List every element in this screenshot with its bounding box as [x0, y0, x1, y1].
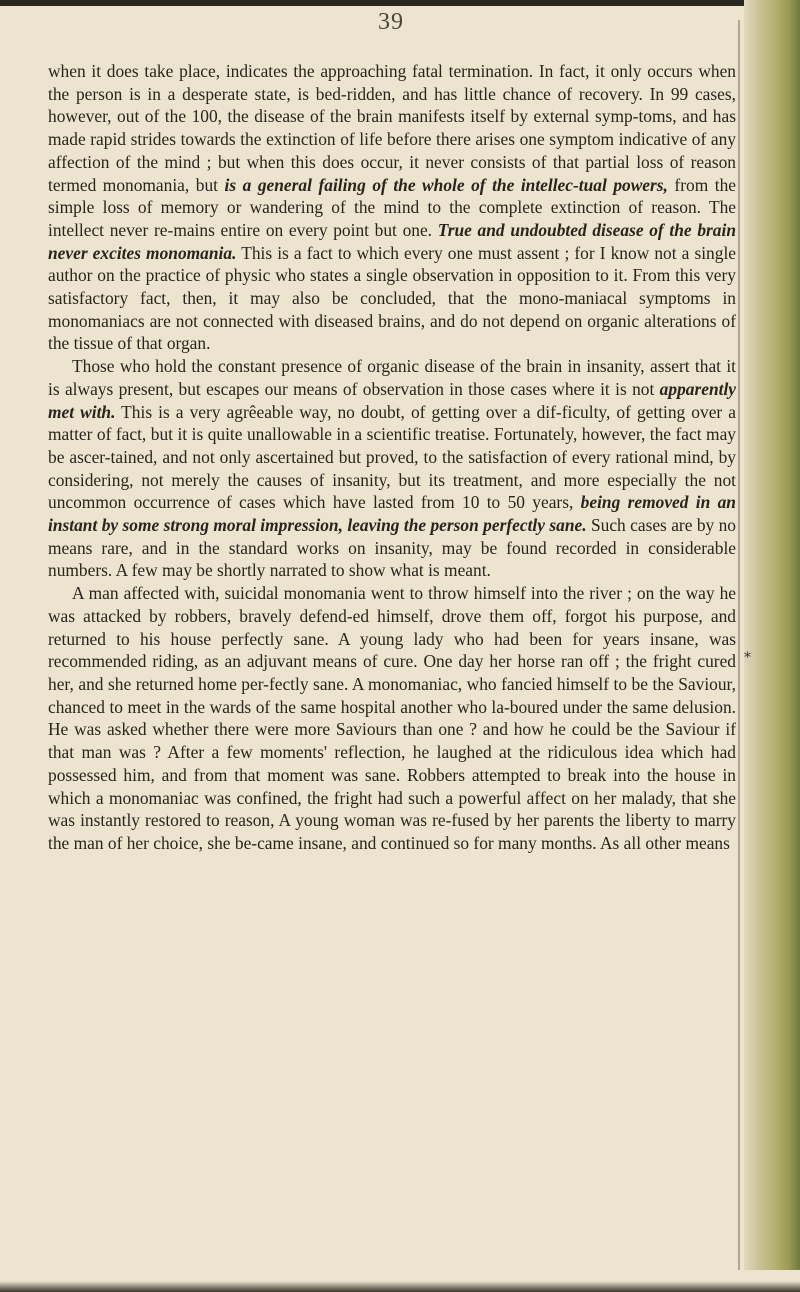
text-run: when it does take place, indicates the approaching fatal termination. In fact, it only occurs when the person is in a desperate state, is bed-ridden, and has little chance of recovery. In 99 cases, however, out of the 100, the disease of the brain manifests itself by external symp-toms, and has made rapid strides towards the extinction of life before there arises one symptom indicative of any affection of the mind ; but when this does occur, it never consists of that partial loss of reason termed monomania, but: [48, 61, 736, 195]
emphasized-text: True and undoubted disease of the brain never excites monomania.: [48, 219, 736, 263]
paragraph: [48, 355, 736, 582]
page-number: 39: [378, 9, 404, 35]
bottom-edge-shadow: [0, 1270, 800, 1292]
top-edge-rule: [0, 0, 800, 6]
text-run: A man affected with, suicidal monomania went to throw himself into the river ; on the way he was attacked by robbers, bravely defend-ed himself, drove them off, forgot his purpose, and returned to his house perfectly sane. A young lady who had been for years insane, was recommended riding, as an adjuvant means of cure. One day her horse ran off ; the fright cured her, and she returned home per-fectly sane. A monomaniac, who fancied himself to be the Saviour, chanced to meet in the wards of the same hospital another who la-boured under the same delusion. He was asked whether there were more Saviours than one ? and how he could be the Saviour if that man was ? After a few moments' reflection, he laughed at the ridiculous idea which had possessed him, and from that moment was sane. Robbers attempted to break into the house in which a monomaniac was confined, the fright had such a powerful affect on her malady, that she was instantly restored to reason, A young woman was re-fused by her parents the liberty to marry the man of her choice, she be-came insane, and continued so for many months. As all other means: [48, 583, 736, 853]
paragraph: [48, 60, 736, 355]
body-text: [48, 60, 736, 855]
emphasized-text: apparently met with.: [48, 378, 736, 422]
text-run: Those who hold the constant presence of organic disease of the brain in insanity, assert that it is always present, but escapes our means of observation in those cases where it is not: [48, 356, 736, 399]
text-run: Such cases are by no means rare, and in the standard works on insanity, may be found recorded in considerable numbers. A few may be shortly narrated to show what is meant.: [48, 515, 736, 581]
page-right-edge: [744, 0, 800, 1292]
paragraph: [48, 582, 736, 854]
text-run: This is a fact to which every one must assent ; for I know not a single author on the practice of physic who states a single observation in opposition to it. From this very satisfactory fact, then, it may also be concluded, that the mono-maniacal symptoms in monomaniacs are not connected with diseased brains, and do not depend on organic alterations of the tissue of that organ.: [48, 242, 737, 354]
emphasized-text: is a general failing of the whole of the intellec-tual powers,: [224, 174, 668, 195]
margin-mark: *: [744, 650, 751, 666]
text-run: This is a very agrêeable way, no doubt, of getting over a dif-ficulty, of getting over a matter of fact, but it is quite unallowable in a scientific treatise. Fortunately, however, the fact may be ascer-tained, and not only ascertained but proved, to the satisfaction of every rational mind, by considering, not merely the causes of insanity, but its treatment, and more especially the not uncommon occurrence of cases which have lasted from 10 to 50 years,: [48, 401, 736, 513]
text-run: from the simple loss of memory or wandering of the mind to the complete extinction of reason. The intellect never re-mains entire on every point but one.: [48, 174, 736, 240]
gutter-line: [738, 20, 740, 1292]
emphasized-text: being removed in an instant by some strong moral impression, leaving the person perfectly sane.: [48, 492, 736, 536]
